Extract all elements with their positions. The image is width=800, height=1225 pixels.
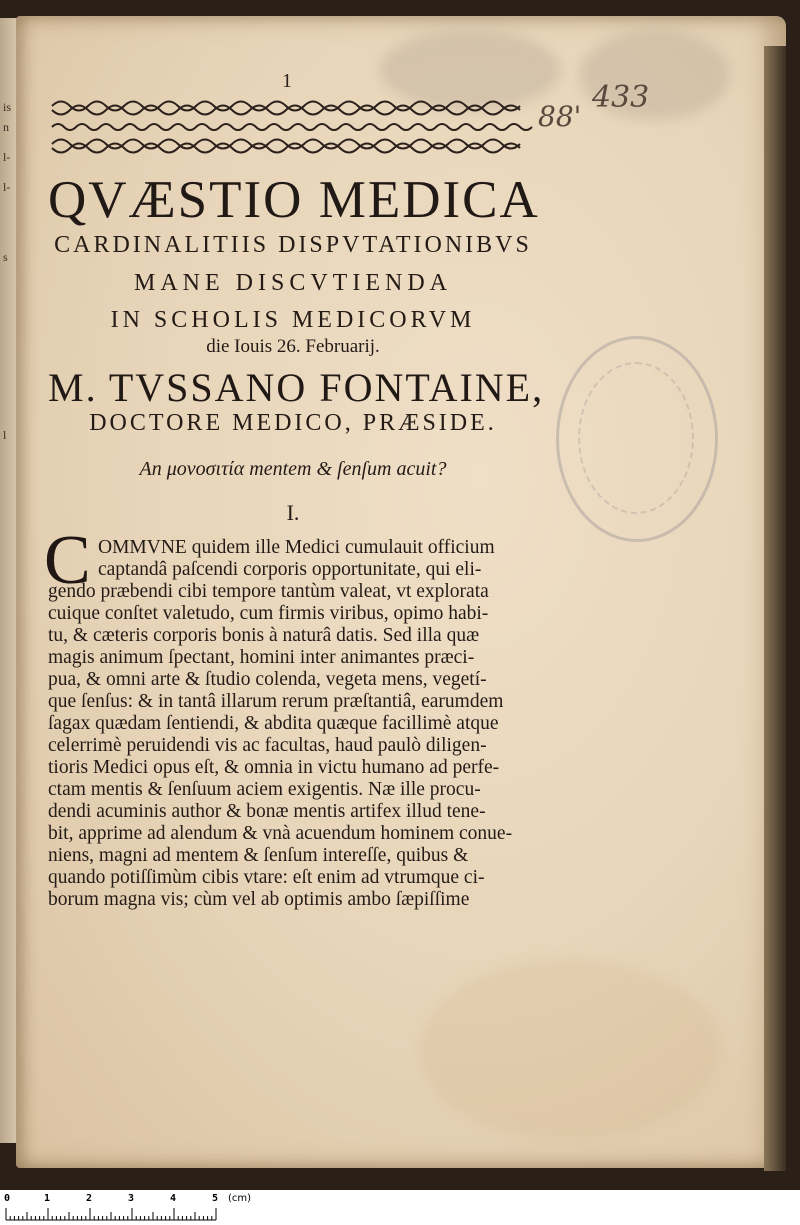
left-page-fragment: l- [3,180,11,194]
subtitle-line: IN SCHOLIS MEDICORVM [110,307,476,333]
scale-number: 3 [128,1193,135,1204]
scale-ruler [0,1206,230,1224]
body-line: magis animum ſpectant, homini inter animantes præci- [48,647,475,668]
left-page-fragment: s [3,250,8,264]
measurement-scale [0,1190,800,1225]
page-edge [764,46,786,1171]
body-line: bit, apprime ad alendum & vnà acuendum hominem conue- [48,823,513,844]
left-page-fragment: l [3,428,7,442]
body-line: ctam mentis & ſenſuum aciem exigentis. Næ ille procu- [48,779,481,800]
left-page-fragment: n [3,120,9,134]
scale-number: 2 [86,1193,93,1204]
ornamental-border [48,96,534,158]
body-line: tioris Medici opus eſt, & omnia in victu humano ad perfe- [48,757,500,778]
body-line: OMMVNE quidem ille Medici cumulauit officium [98,537,495,558]
body-line: gendo præbendi cibi tempore tantùm valeat, vt explorata [48,581,489,602]
question: An μονοσιτία mentem & ſenſum acuit? [139,458,447,480]
body-line: que ſenſus: & in tantâ illarum rerum præſtantiâ, earumdem [48,691,504,712]
scale-number: 4 [170,1193,177,1204]
subtitle-line: MANE DISCVTIENDA [134,270,452,296]
scale-unit: (cm) [228,1193,252,1204]
body-line: captandâ paſcendi corporis opportunitate, qui eli- [98,559,482,580]
body-line: cuique conſtet valetudo, cum firmis viribus, opimo habi- [48,603,489,624]
left-page-fragment: is [3,100,12,114]
body-line: ſagax quædam ſentiendi, & abdita quæque facillimè atque [48,713,499,734]
body-line: tu, & cæteris corporis bonis à naturâ datis. Sed illa quæ [48,625,480,646]
body-line: borum magna vis; cùm vel ab optimis ambo ſæpiſſime [48,889,470,910]
subtitle-line: CARDINALITIIS DISPVTATIONIBVS [54,232,532,258]
body-line: niens, magni ad mentem & ſenſum intereſſe, quibus & [48,845,469,866]
body-line: celerrimè peruidendi vis ac facultas, haud paulò diligen- [48,735,487,756]
scale-number: 0 [4,1193,11,1204]
title: QVÆSTIO MEDICA [48,171,540,229]
president-title: DOCTORE MEDICO, PRÆSIDE. [89,410,497,436]
president-name: M. TVSSANO FONTAINE, [48,365,545,410]
library-stamp-inner [578,362,694,514]
date-line: die Iouis 26. Februarij. [206,336,380,357]
scale-number: 1 [44,1193,51,1204]
manuscript-number: 88' [538,100,582,133]
body-line: dendi acuminis author & bonæ mentis artifex illud tene- [48,801,486,822]
scale-number: 5 [212,1193,219,1204]
page-number: 1 [282,70,292,92]
drop-cap: C [44,522,91,599]
left-page-fragment: l- [3,150,11,164]
section-numeral: I. [286,500,300,525]
body-line: quando potiſſimùm cibis vtare: eſt enim ad vtrumque ci- [48,867,485,888]
manuscript-number: 433 [592,80,650,115]
paper-stain [420,960,720,1140]
body-line: pua, & omni arte & ſtudio colenda, vegeta mens, vegetí- [48,669,487,690]
